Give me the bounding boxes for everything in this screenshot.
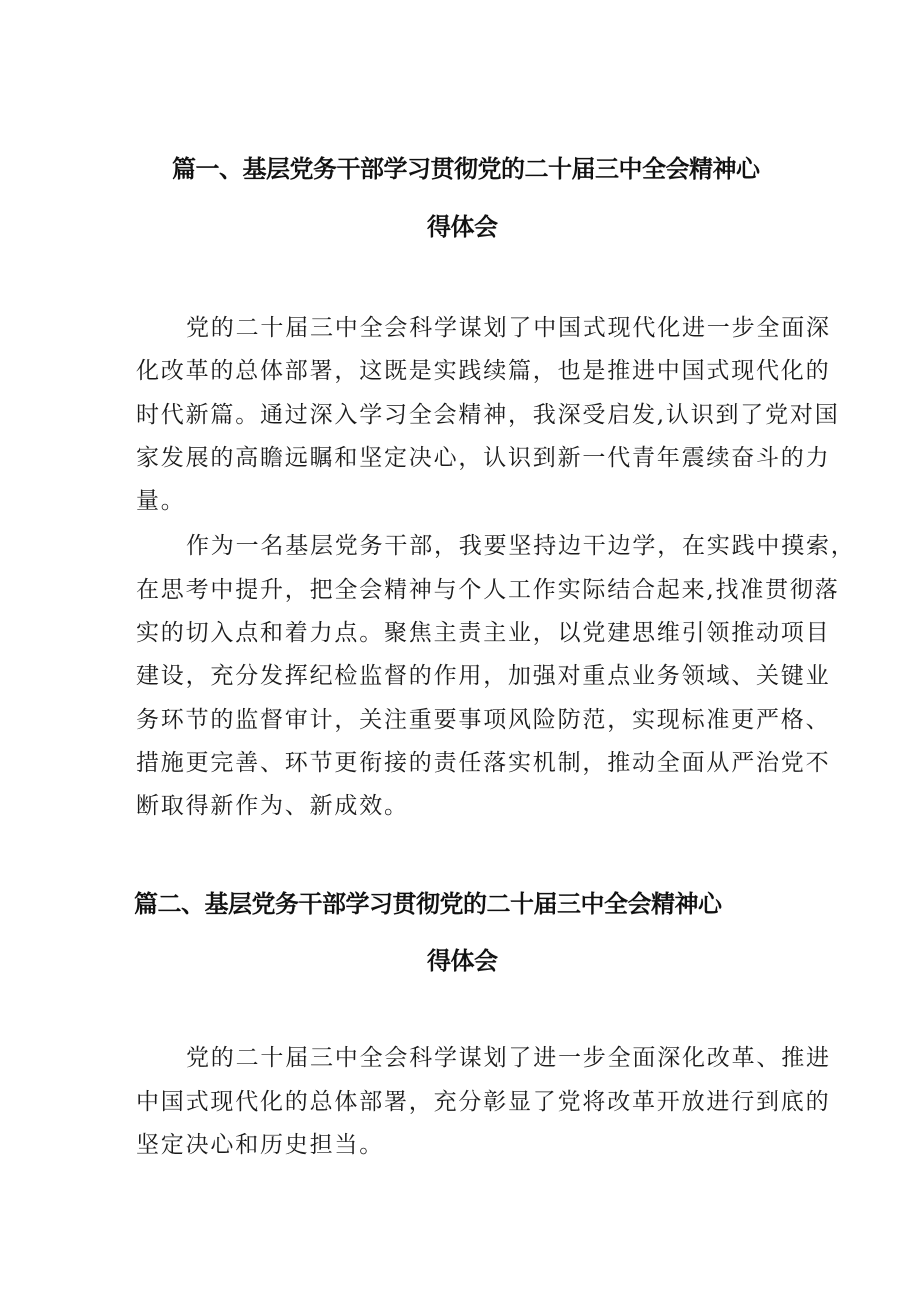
section-2-para-1-line-2: 中国式现代化的总体部署，充分彰显了党将改革开放进行到底的 [136,1089,831,1115]
section-1-para-1-line-5: 量。 [136,488,186,514]
section-1-para-2-line-7: 断取得新作为、新成效。 [136,793,409,819]
section-1-para-2-line-4: 建设，充分发挥纪检监督的作用，加强对重点业务领域、关键业 [136,663,831,689]
section-1-para-1-line-1: 党的二十届三中全会科学谋划了中国式现代化进一步全面深 [186,315,831,341]
section-1-para-1-line-2: 化改革的总体部署，这既是实践续篇，也是推进中国式现代化的 [136,358,831,384]
section-1-para-2-line-5: 务环节的监督审计，关注重要事项风险防范，实现标准更严格、 [136,707,831,733]
section-1-para-1-line-3: 时代新篇。通过深入学习全会精神，我深受启发,认识到了党对国 [136,402,840,428]
section-2-para-1-line-1: 党的二十届三中全会科学谋划了进一步全面深化改革、推进 [186,1045,831,1071]
section-1-title-line-1: 篇一、基层党务干部学习贯彻党的二十届三中全会精神心 [172,155,760,183]
section-1-para-2-line-3: 实的切入点和着力点。聚焦主责主业，以党建思维引领推动项目 [136,620,831,646]
section-2-title-line-2: 得体会 [427,947,498,975]
section-1-para-2-line-2: 在思考中提升，把全会精神与个人工作实际结合起来,找准贯彻落 [136,577,840,603]
section-2-title-line-1: 篇二、基层党务干部学习贯彻党的二十届三中全会精神心 [134,890,722,918]
section-1-title-line-2: 得体会 [427,213,498,241]
section-1-para-2-line-6: 措施更完善、环节更衔接的责任落实机制，推动全面从严治党不 [136,750,831,776]
section-1-para-2-line-1: 作为一名基层党务干部，我要坚持边干边学，在实践中摸索， [186,533,856,559]
section-2-para-1-line-3: 坚定决心和历史担当。 [136,1132,384,1158]
section-1-para-1-line-4: 家发展的高瞻远瞩和坚定决心，认识到新一代青年震续奋斗的力 [136,445,831,471]
